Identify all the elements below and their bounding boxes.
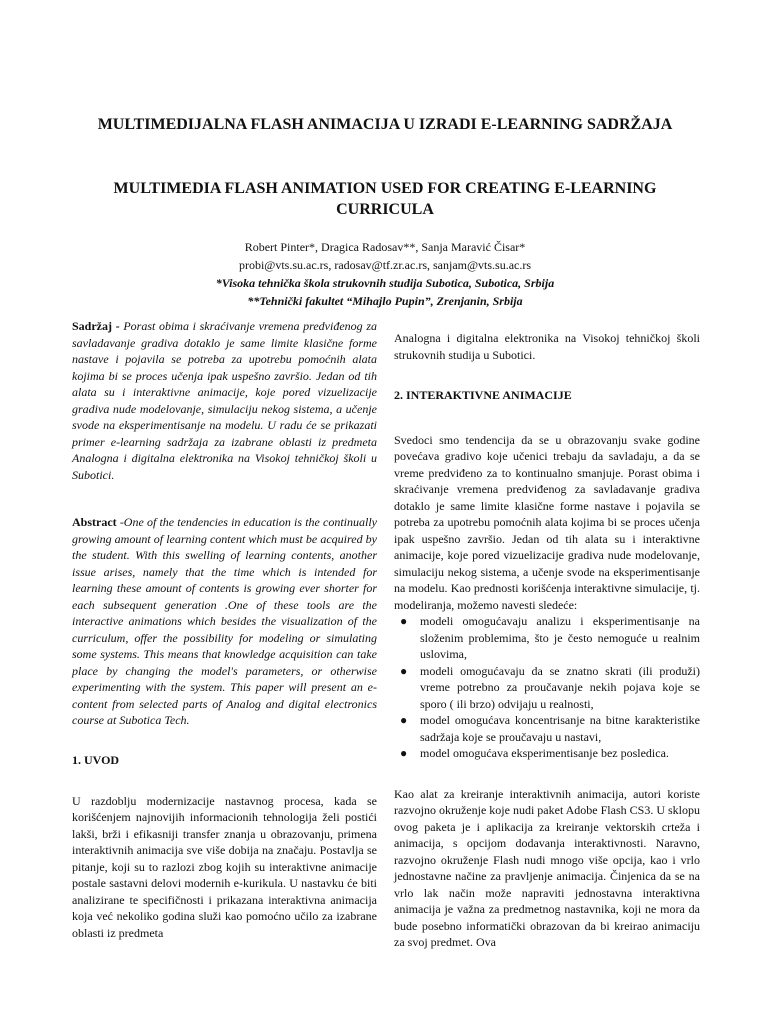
flash-paragraph: Kao alat za kreiranje interaktivnih animacija, autori koriste razvojno okruženje koje nudi paket Adobe Flash CS3. U sklopu ovog paketa je i aplikacija za kreiranje vektorskih crteža i animacija, s opcijom dodavanja interaktivnosti. Naravno, razvojno okruženje Flash nudi mnogo više opcija, kao i vrlo jednostavne načine za pravljenje animacija. Činjenica da se na vrlo lak način može napraviti jednostavna interaktivna animacija je važna za predmetnog nastavnika, koji ne mora da bude posebno informatički obrazovan da bi kreirao animaciju za svoj predmet. Ova (394, 786, 700, 949)
interaktivne-paragraph: Svedoci smo tendencija da se u obrazovanju svake godine povećava gradivo koje učenici trebaju da savladaju, a da se vreme predviđeno za to kontinualno smanjuje. Porast obima i skraćivanje vremena predviđenog za savladavanje gradiva dotaklo je same limite klasične forme nastave i pojavila se potreba za upotrebu pomoćnih alata kojima bi se proces učenja ipak uspešno završio. Jedan od tih alata su i interaktivne animacije, koje pored vizuelizacije gradiva nude modelovanje, simulaciju nekog sistema, a učenje svode na eksperimentisanje na modelu. Kao prednosti korišćenja interaktivne simulacije, tj. modeliranja, možemo navesti sledeće: (394, 432, 700, 612)
title-english: MULTIMEDIA FLASH ANIMATION USED FOR CREATING E-LEARNING CURRICULA (113, 180, 657, 218)
affiliation-1: *Visoka tehnička škola strukovnih studija Subotica, Subotica, Srbija (215, 276, 555, 290)
author-emails: probi@vts.su.ac.rs, radosav@tf.zr.ac.rs, sanjam@vts.su.ac.rs (238, 258, 532, 272)
affiliation-2: **Tehnički fakultet “Mihajlo Pupin”, Zrenjanin, Srbija (247, 294, 523, 308)
advantages-list (394, 613, 700, 762)
list-item-text: modeli omogućavaju analizu i eksperimentisanje na složenim problemima, što je često nemoguće u realnim uslovima, (420, 614, 700, 661)
left-column (72, 318, 377, 941)
list-item (400, 613, 700, 663)
list-item (400, 712, 700, 745)
bullet-icon: ● (400, 663, 408, 678)
author-block (90, 238, 680, 310)
intro-continuation: Analogna i digitalna elektronika na Visokoj tehničkoj školi strukovnih studija u Subotici. (394, 331, 700, 362)
abstract-text: -One of the tendencies in education is the continually growing amount of learning content which must be acquired by the student. With this swelling of learning contents, another issue arises, namely that the time which is intended for learning these amount of contents is growing ever shorter for each subsequent generation .One of these tools are the interactive animations which besides the visualization of the curriculum, offer the possibility for modeling or simulating some systems. This means that knowledge acquisition can take place by changing the model's parameters, or otherwise experimenting with the system. This paper will present an e-content from selected parts of Analog and digital electronics course at Subotica Tech. (72, 515, 377, 727)
list-item-text: model omogućava eksperimentisanje bez posledica. (420, 746, 669, 760)
sadrzaj-paragraph (72, 318, 377, 486)
list-item (400, 745, 700, 762)
section-heading-uvod: 1. UVOD (72, 753, 120, 767)
bullet-icon: ● (400, 713, 408, 727)
abstract-label: Abstract (72, 515, 117, 529)
list-item-text: modeli omogućavaju da se znatno skrati (ili produži) vreme potrebno za proučavanje nekih pojava koje se sporo ( ili brzo) odvijaju u realnosti, (420, 663, 700, 711)
title-serbian: MULTIMEDIJALNA FLASH ANIMACIJA U IZRADI E-LEARNING SADRŽAJA (97, 116, 673, 133)
bullet-icon: ● (400, 746, 408, 760)
list-item-text: model omogućava koncentrisanje na bitne karakteristike sadržaja koje se proučavaju u nastavi, (420, 713, 700, 744)
sadrzaj-text: Porast obima i skraćivanje vremena predviđenog za savladavanje gradiva dotaklo je same limite klasične forme nastave i pojavila se potreba za upotrebu pomoćnih alata kojima bi se proces učenja ipak uspešno završio. Jedan od tih alata su i interaktivne animacije, koje pored vizuelizacije gradiva nude modelovanje, simulaciju nekog sistema, a učenje svode na eksperimentisanje na modelu. U radu će se prikazati primer e-learning sadržaja za izabrane oblasti iz predmeta Analogna i digitalna elektronika na Visokoj tehničkoj školi u Subotici. (72, 319, 377, 482)
right-column (394, 318, 700, 951)
uvod-paragraph: U razdoblju modernizacije nastavnog procesa, kada se korišćenjem najnovijih informacionih tehnologija želi postići lakši, brži i efikasniji transfer znanja u obrazovanju, primena interaktivnih animacija sve više dobija na značaju. Postavlja se pitanje, koji su to razlozi zbog kojih su interaktivne animacije postale sastavni delovi modernih e-kurikula. U nastavku će biti analizirane te specifičnosti i prikazana interaktivna animacija koja već nekoliko godina služi kao pomoćno učilo za izabrane oblasti iz predmeta (72, 793, 377, 940)
list-item (400, 663, 700, 713)
bullet-icon: ● (400, 614, 408, 628)
sadrzaj-label: Sadržaj - (72, 319, 120, 333)
author-names: Robert Pinter*, Dragica Radosav**, Sanja Maravić Čisar* (244, 240, 526, 254)
abstract-paragraph (72, 514, 377, 726)
section-heading-interaktivne: 2. INTERAKTIVNE ANIMACIJE (394, 388, 572, 402)
